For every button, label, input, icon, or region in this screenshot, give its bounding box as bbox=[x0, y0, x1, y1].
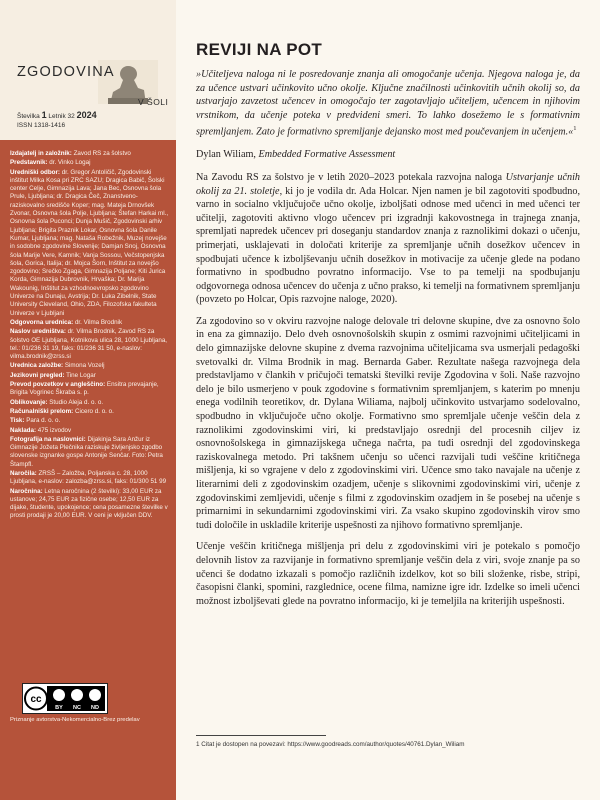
journal-title: ZGODOVINA bbox=[17, 64, 115, 80]
journal-title-suffix: V ŠOLI bbox=[138, 97, 169, 107]
footnote-ref[interactable]: 1 bbox=[573, 125, 577, 133]
colophon-entry: Izdajatelj in založnik: Zavod RS za šolstvo bbox=[10, 150, 131, 157]
issue-label: Številka bbox=[17, 113, 40, 120]
paragraph: Učenje veščin kritičnega mišljenja pri delu z zgodovinskimi viri je potekalo s pomočjo delovnih listov za razvijanje in formativno spremljanje veščin dela z viri, svoje znanje pa so učenci še dodatno izkazali s pomočjo različnih izdelkov, kot so bili složenke, risbe, stripi, časopisni članki, spomini, razglednice, ocene filma, namizne igre idr. Izdelke so imeli učenci možnost izboljševati glede na povratno informacijo, ki je temeljila na kriterijih uspešnosti. bbox=[196, 541, 580, 607]
footnote-divider bbox=[196, 735, 326, 736]
colophon bbox=[10, 150, 170, 522]
volume: Letnik 32 bbox=[48, 113, 75, 120]
attribution-icon bbox=[53, 689, 65, 701]
colophon-entry: Naročnina: Letna naročnina (2 številki): 33,00 EUR za ustanove; 24,75 EUR za fizične osebe; 12,50 EUR za dijake, študente, upokojence; cena posamezne številke v prosti prodaji je 20,00 EUR. V ceni je vključen DDV. bbox=[10, 487, 168, 520]
by-label: BY bbox=[55, 705, 63, 711]
article bbox=[196, 40, 580, 616]
quote-attribution: Dylan Wiliam, Embedded Formative Assessment bbox=[196, 149, 396, 161]
issue-info bbox=[17, 110, 97, 122]
year: 2024 bbox=[76, 110, 97, 120]
colophon-entry: Urednica založbe: Simona Vozelj bbox=[10, 362, 105, 370]
masthead bbox=[0, 0, 176, 140]
paragraph: Na Zavodu RS za šolstvo je v letih 2020–2023 potekala razvojna naloga Ustvarjanje učnih okolij za 21. stoletje, ki jo je vodila dr. Ada Holcar. Njen namen je bil zagotoviti spodbudno, varno in socialno vključujoče učno okolje, izboljšati odnose med učenci in med učenci ter učitelji, zagotoviti aktivno vlogo učencev pri izgradnji kakovostnega in trajnega znanja, spremljati napredek učencev pri doseganju standardov znanja z raznolikimi dokazi o učenju, primerjati, usklajevati in določati kriterije za spremljanje učnih dosežkov učencev in spodbujati učence k izboljševanju učnih dosežkov in motivacije za učenje glede na podano formativno in spodbudno povratno informacijo. Vse to pa temelji na spodbujanju odgovornega odnosa učencev do učenja z učno prakso, ki temelji na formativnem spremljanju (povzeto po Holcar, Opis razvojne naloge, 2020). bbox=[196, 171, 581, 306]
issue-number: 1 bbox=[41, 110, 47, 120]
colophon-entry: Predstavnik: dr. Vinko Logaj bbox=[10, 159, 91, 167]
colophon-entry: Naklada: 475 izvodov bbox=[10, 426, 72, 434]
nd-label: ND bbox=[91, 705, 99, 711]
noderivatives-icon bbox=[89, 689, 101, 701]
license-text: Priznanje avtorstva-Nekomercialno-Brez predelav bbox=[10, 717, 140, 723]
colophon-entry: Naročila: ZRSŠ – Založba, Poljanska c. 28, 1000 Ljubljana, e-naslov: zalozba@zrss.si, faks: 01/300 51 99 bbox=[10, 469, 167, 486]
issn: ISSN 1318-1416 bbox=[17, 122, 66, 129]
colophon-entry: Računalniški prelom: Cicero d. o. o. bbox=[10, 407, 114, 415]
colophon-entry: Oblikovanje: Studio Aleja d. o. o. bbox=[10, 398, 104, 406]
nc-label: NC bbox=[73, 705, 81, 711]
colophon-entry: Uredniški odbor: dr. Gregor Antoličič, Zgodovinski inštitut Milka Kosa pri ZRC SAZU; Dragica Babič, Šolski center Celje, Gimnazija Lava; Jana Bec, Osnovna šola Prule, Ljubljana; dr. Dragica Čeč, Znanstveno-raziskovalno središče Koper; mag. Mateja Drnovšek Zvonar, Osnovna šola Polje, Ljubljana; Štefan Harkai ml., Osnovna šola Puconci; Dunja Mušič, Zgodovinski arhiv Ljubljana; Brigita Praznik Lokar, Osnovna šola Danile Kumar, Ljubljana; mag. Nataša Robežnik, Muzej novejše in sodobne zgodovine Slovenije; Damjan Snoj, Osnovna šola Marije Vere, Kamnik; Vanja Sossou, Večstopenjska šola, Gorica, Italija; dr. Mojca Šorn, Inštitut za novejšo zgodovino; Srečko Zgaga, Gimnazija Poljane; Kiti Jurica Korda, Gimnazija Dubrovnik, Hrvaška; Dr. Marija Wakounig, Inštitut za vzhodnoevropsko zgodovino Univerze na Dunaju, Avstrija; Dr. Luka Zibelnik, State University Cleveland, Ohio, ZDA, Filozofska fakulteta Univerze v Ljubljani bbox=[10, 168, 169, 317]
cc-license-badge[interactable] bbox=[22, 683, 108, 714]
footnote: 1 Citat je dostopen na povezavi: https://www.goodreads.com/author/quotes/40761.Dylan_Wiliam bbox=[196, 741, 465, 748]
colophon-entry: Naslov uredništva: dr. Vilma Brodnik, Zavod RS za šolstvo OE Ljubljana, Kotnikova ulica 28, 1000 Ljubljana, tel.: 01/236 31 19, faks: 01/236 31 50, e-naslov: vilma.brodnik@zrss.si bbox=[10, 328, 168, 361]
colophon-entry: Odgovorna urednica: dr. Vilma Brodnik bbox=[10, 318, 123, 326]
colophon-entry: Tisk: Para d. o. o. bbox=[10, 417, 61, 425]
article-body bbox=[196, 171, 580, 608]
colophon-entry: Jezikovni pregled: Tine Logar bbox=[10, 371, 96, 379]
epigraph-quote: »Učiteljeva naloga ni le posredovanje znanja ali omogočanje učenja. Njegova naloga je, da za učence ustvari učinkovito učno okolje. Ključne značilnosti učinkovitih učnih okolij so, da ustvarjajo zavzetost učencev in omogočajo ter zagotavljajo učiteljem, učencem in njihovim vrstnikom, da učenje poteka v predvideni smeri. To lahko dosežemo le s formativnim spremljanjem. Zato je formativno spremljanje dejansko most med poučevanjem in učenjem.«$^1$ bbox=[196, 69, 580, 138]
colophon-entry: Prevod povzetkov v angleščino: Ensitra prevajanje, Brigita Vogrinec Škraba s. p. bbox=[10, 381, 159, 397]
cc-text: cc bbox=[30, 694, 42, 705]
colophon-entry: Fotografija na naslovnici: Dijakinja Sara Anžur iz Gimnazije Jožeta Plečnika raziskuje življenjsko zgodbo slovenske izgnanke gospe Antonije Senčar. Foto: Petra Štampfl. bbox=[10, 435, 163, 468]
paragraph: Za zgodovino so v okviru razvojne naloge delovale tri delovne skupine, dve za osnovno šolo in ena za gimnazijo. Delo dveh osnovnošolskih skupin z osmimi razvojnimi učiteljicami in delo gimnazijske delovne skupine z dvema razvojnima učiteljicama sva usmerjali pedagoški svetovalki dr. Vilma Brodnik in mag. Bernarda Gaber. Rezultate našega razvojnega dela predstavljamo v člankih v pričujoči tematski številki revije Zgodovina v šoli. Naše razvojno delo je bilo usmerjeno v pouk zgodovine s formativnim spremljanjem, s katerim po mnenju enega vodilnih teoretikov, dr. Dylana Wiliama, najbolj učinkovito ustvarjamo sodelovalno, spodbudno in vključujoče učno okolje. Formativno smo spremljale učenje veščin dela z raznolikimi zgodovinskimi viri, ki predstavljajo osrednji del procesnih ciljev iz osnovnošolskega in gimnazijskega učnega načrta, pa tudi osrednji del zgodovinskega raziskovalnega metodo. Pri takšnem učenju so učenci razvijali tudi veščine kritičnega mišljenja, ki so vgrajene v delo z zgodovinskimi viri. Učence smo tako navajale na učenje z literarnimi deli z zgodovinskim ozadjem, učenje s slikovnimi zgodovinskimi viri, učenje z zgodovinskimi zemljevidi, učenje s filmi z zgodovinskim ozadjem in še posebej na učenje s primarnimi in sekundarnimi zgodovinskimi viri. Za vsako skupino zgodovinskih virov smo tudi določile in uskladile kriterije uspešnosti za njihovo formativno spremljanje. bbox=[196, 315, 580, 531]
article-title: REVIJI NA POT bbox=[196, 40, 323, 59]
noncommercial-icon bbox=[71, 689, 83, 701]
